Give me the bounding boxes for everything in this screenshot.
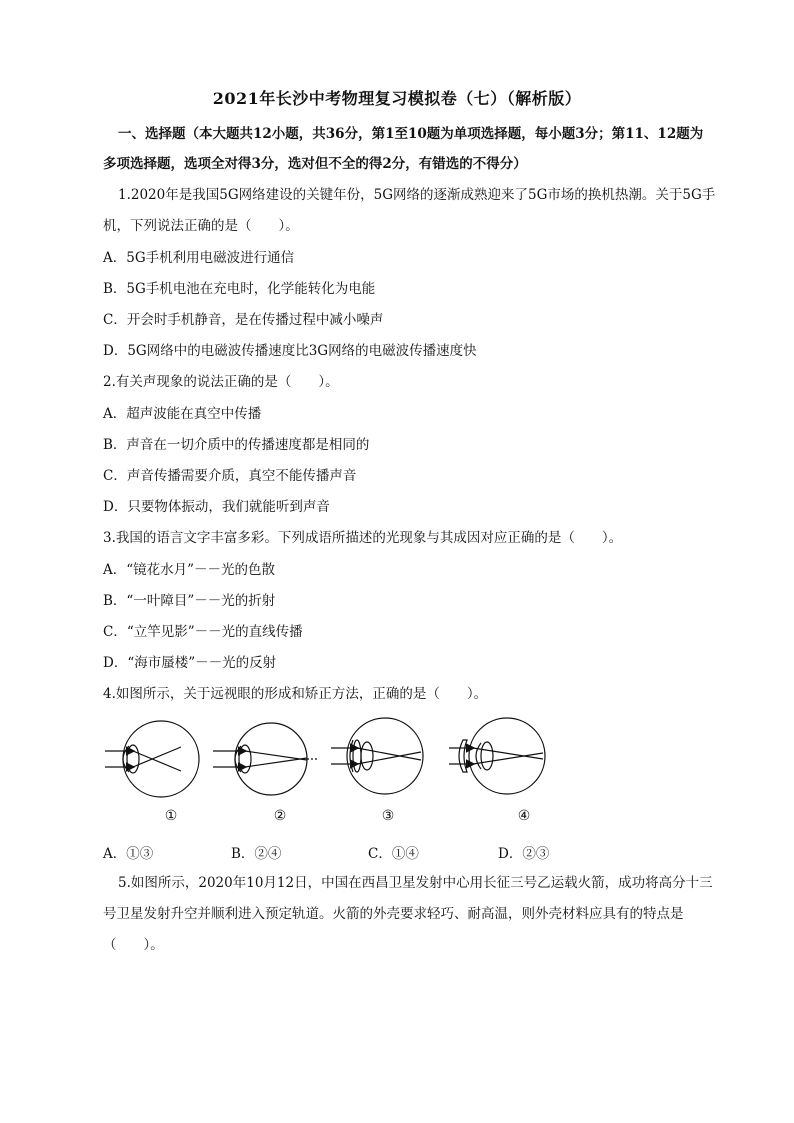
section-heading: 一、选择题（本大题共12小题，共36分，第1至10题为单项选择题，每小题3分；第11、12题为 [118, 126, 704, 142]
section-heading-cont: 多项选择题，选项全对得3分，选对但不全的得2分，有错选的不得分） [103, 156, 527, 172]
question-1-option-b: B．5G手机电池在充电时，化学能转化为电能 [103, 281, 376, 297]
figure-label-1: ① [164, 808, 178, 824]
eye-diagram-4 [449, 718, 545, 794]
question-3-stem: 3.我国的语言文字丰富多彩。下列成语所描述的光现象与其成因对应正确的是（ ）。 [103, 530, 623, 546]
eye-diagram-2 [213, 723, 317, 795]
question-3-option-a: A．“镜花水月”－－光的色散 [103, 562, 276, 578]
question-2-option-a: A．超声波能在真空中传播 [103, 406, 262, 422]
figure-label-3: ③ [381, 808, 395, 824]
question-3-option-c: C．“立竿见影”－－光的直线传播 [103, 624, 303, 640]
question-4-option-a: A．①③ [103, 846, 154, 862]
question-3-option-d: D．“海市蜃楼”－－光的反射 [103, 655, 277, 671]
question-2-stem: 2.有关声现象的说法正确的是（ ）。 [103, 374, 339, 390]
question-5-stem-cont-2: （ ）。 [103, 937, 164, 953]
figure-label-4: ④ [517, 808, 531, 824]
question-4-stem: 4.如图所示，关于远视眼的形成和矫正方法，正确的是（ ）。 [103, 686, 488, 702]
question-5-stem-cont: 号卫星发射升空并顺利进入预定轨道。火箭的外壳要求轻巧、耐高温，则外壳材料应具有的特点是 [103, 906, 684, 922]
question-1-option-d: D．5G网络中的电磁波传播速度比3G网络的电磁波传播速度快 [103, 343, 477, 359]
question-1-stem-cont: 机，下列说法正确的是（ ）。 [103, 218, 299, 234]
figure-label-2: ② [273, 808, 287, 824]
question-1-option-c: C．开会时手机静音，是在传播过程中减小噪声 [103, 312, 384, 328]
question-1-option-a: A．5G手机利用电磁波进行通信 [103, 250, 295, 266]
question-4-option-b: B．②④ [231, 846, 282, 862]
question-2-option-d: D．只要物体振动，我们就能听到声音 [103, 499, 330, 515]
question-2-option-c: C．声音传播需要介质，真空不能传播声音 [103, 468, 357, 484]
page-title: 2021年长沙中考物理复习模拟卷（七）（解析版） [212, 89, 582, 108]
question-3-option-b: B．“一叶障目”－－光的折射 [103, 593, 276, 609]
question-2-option-b: B．声音在一切介质中的传播速度都是相同的 [103, 437, 370, 453]
eye-diagram-1 [105, 721, 199, 797]
question-5-stem: 5.如图所示，2020年10月12日，中国在西昌卫星发射中心用长征三号乙运载火箭，成功将高分十三 [118, 875, 713, 891]
question-4-option-c: C．①④ [368, 846, 419, 862]
question-1-stem: 1.2020年是我国5G网络建设的关键年份，5G网络的逐渐成熟迎来了5G市场的换机热潮。关于5G手 [118, 187, 716, 203]
question-4-option-d: D．②③ [498, 846, 550, 862]
eye-diagram-3 [331, 718, 423, 794]
